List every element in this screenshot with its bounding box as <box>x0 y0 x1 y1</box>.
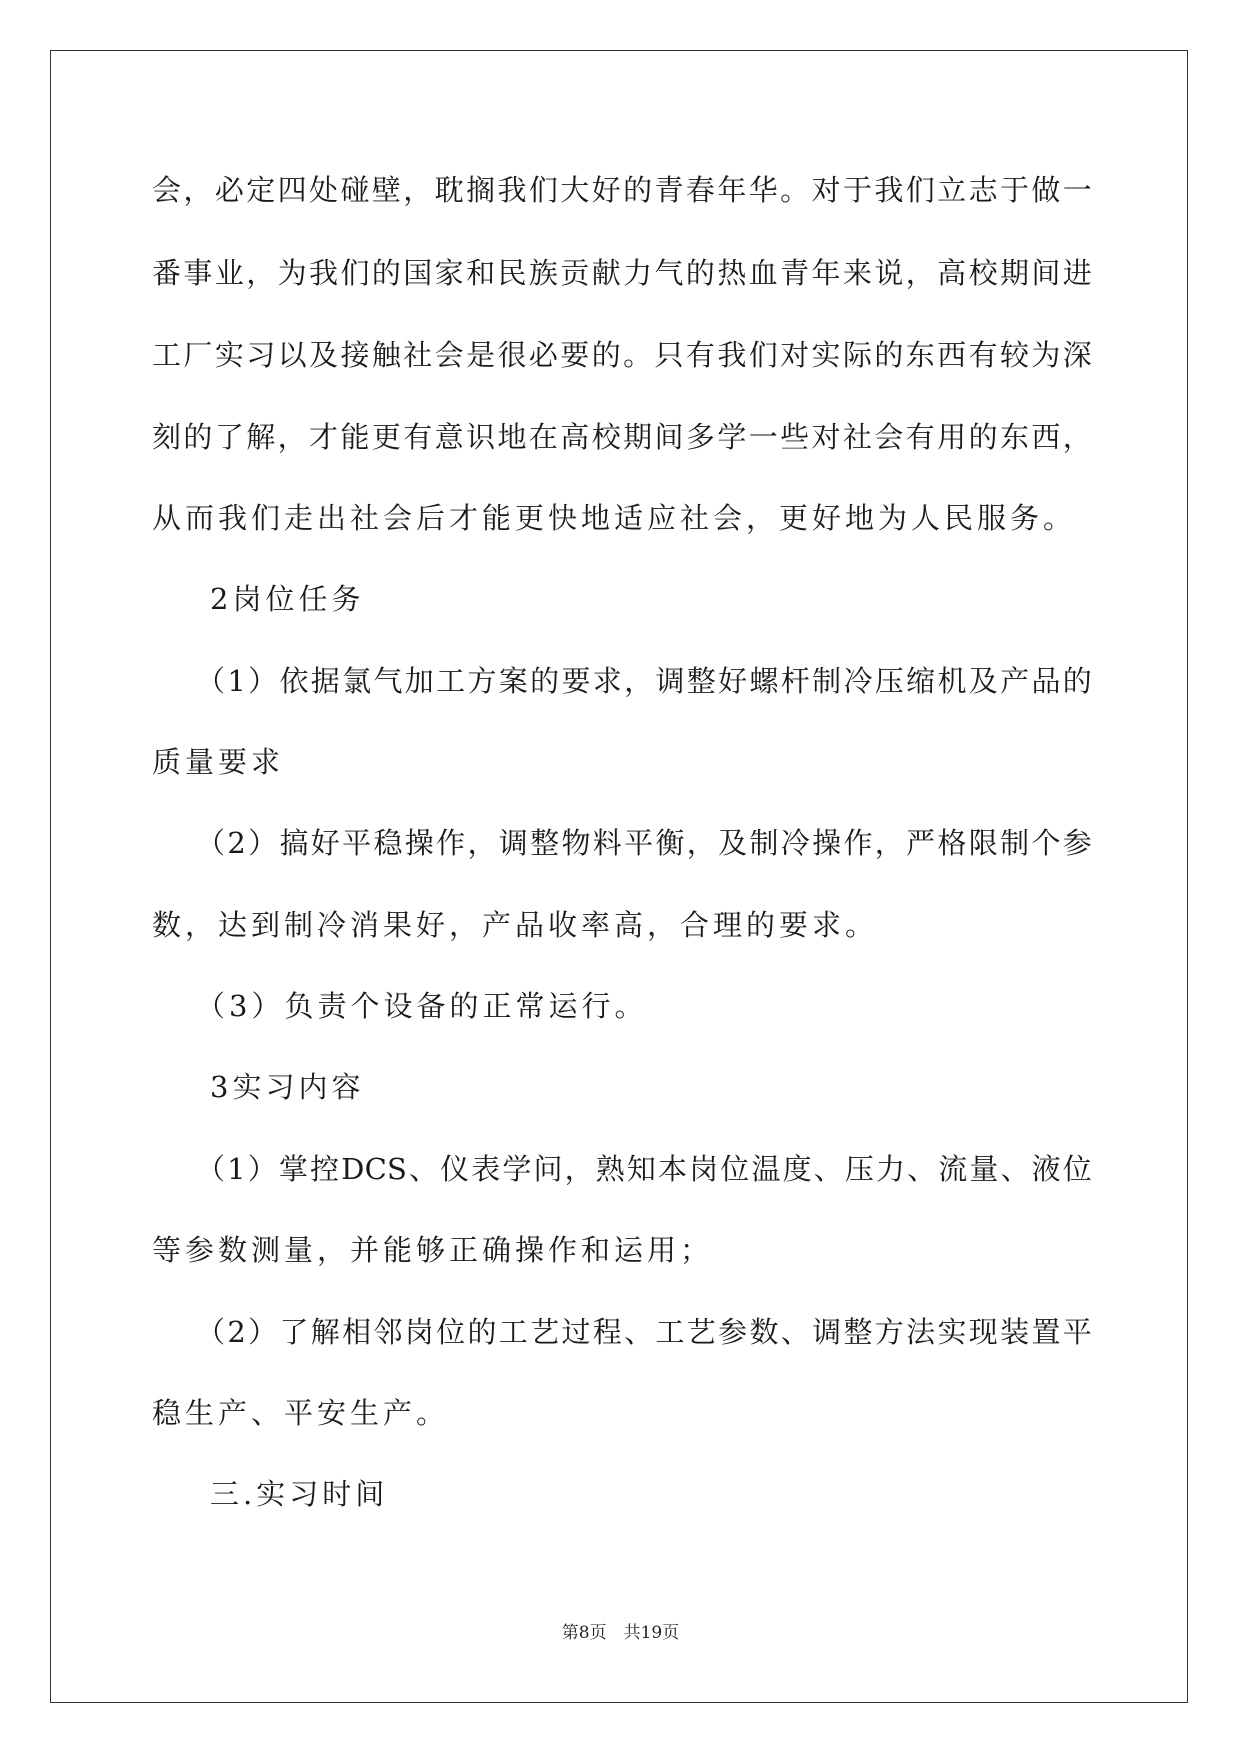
section-heading: 3实习内容 <box>210 1070 365 1104</box>
paragraph-line: 稳生产、平安生产。 <box>152 1396 450 1430</box>
paragraph-line: 质量要求 <box>152 745 285 779</box>
paragraph-line: （1）依据氯气加工方案的要求，调整好螺杆制冷压缩机及产品的 <box>196 664 1092 698</box>
paragraph-line: （2）搞好平稳操作，调整物料平衡，及制冷操作，严格限制个参 <box>196 826 1092 860</box>
paragraph-line: 等参数测量，并能够正确操作和运用； <box>152 1233 714 1267</box>
paragraph-line: 从而我们走出社会后才能更快地适应社会，更好地为人民服务。 <box>152 501 1077 535</box>
page-border <box>50 50 1188 1703</box>
page-number: 第8页 共19页 <box>561 1623 680 1643</box>
section-heading: 2岗位任务 <box>210 582 365 616</box>
paragraph-line: 番事业，为我们的国家和民族贡献力气的热血青年来说，高校期间进 <box>152 256 1092 290</box>
section-heading: 三.实习时间 <box>210 1477 389 1511</box>
paragraph-line: （3）负责个设备的正常运行。 <box>196 989 648 1023</box>
paragraph-line: 数，达到制冷消果好，产品收率高，合理的要求。 <box>152 908 879 942</box>
paragraph-line: 工厂实习以及接触社会是很必要的。只有我们对实际的东西有较为深 <box>152 338 1092 372</box>
paragraph-line: （2）了解相邻岗位的工艺过程、工艺参数、调整方法实现装置平 <box>196 1315 1092 1349</box>
paragraph-line: 刻的了解，才能更有意识地在高校期间多学一些对社会有用的东西， <box>152 420 1092 454</box>
paragraph-line: 会，必定四处碰壁，耽搁我们大好的青春年华。对于我们立志于做一 <box>152 173 1092 207</box>
paragraph-line: （1）掌控DCS、仪表学问，熟知本岗位温度、压力、流量、液位 <box>196 1152 1092 1186</box>
